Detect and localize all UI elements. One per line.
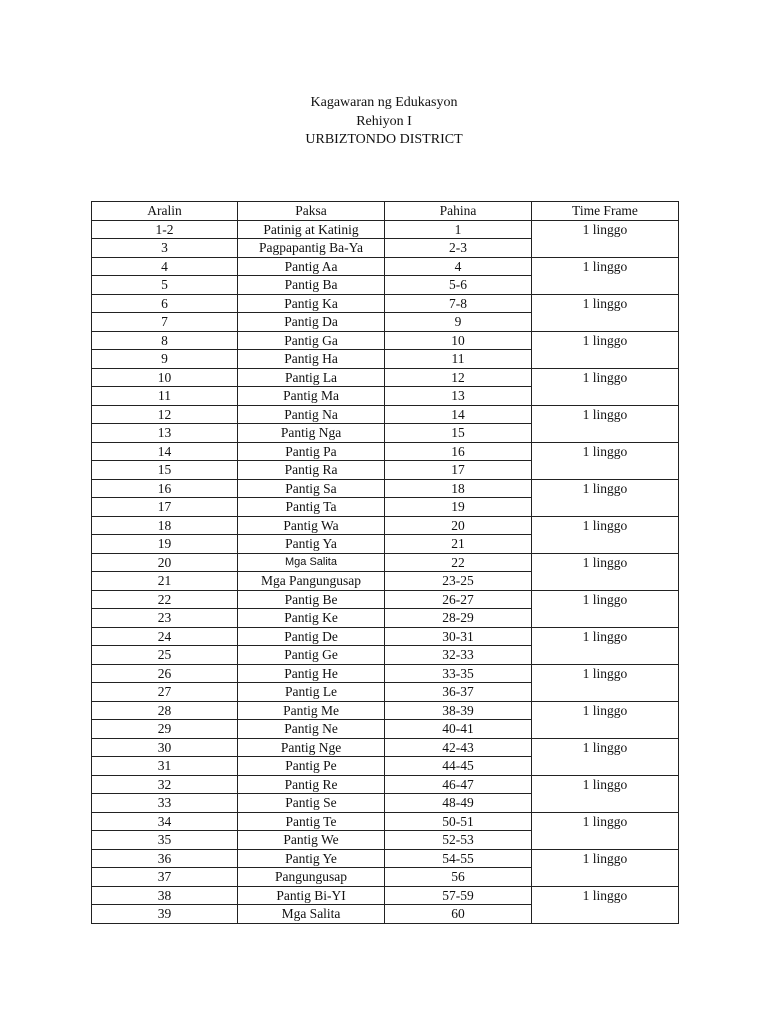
cell-time-frame: 1 linggo [532, 331, 679, 368]
cell-paksa: Pantig Ba [238, 276, 385, 295]
cell-paksa: Pantig Ge [238, 646, 385, 665]
cell-aralin: 19 [92, 535, 238, 554]
cell-aralin: 7 [92, 313, 238, 332]
table-row [92, 479, 679, 498]
cell-aralin: 23 [92, 609, 238, 628]
cell-pahina: 5-6 [385, 276, 532, 295]
cell-pahina: 2-3 [385, 239, 532, 258]
cell-pahina: 4 [385, 257, 532, 276]
cell-paksa: Pantig Pe [238, 757, 385, 776]
cell-paksa: Mga Pangungusap [238, 572, 385, 591]
cell-time-frame: 1 linggo [532, 590, 679, 627]
cell-paksa: Pantig Da [238, 313, 385, 332]
cell-paksa: Pantig Me [238, 701, 385, 720]
cell-paksa: Pagpapantig Ba-Ya [238, 239, 385, 258]
table-row [92, 220, 679, 239]
cell-paksa: Pantig Ha [238, 350, 385, 369]
cell-pahina: 13 [385, 387, 532, 406]
cell-time-frame: 1 linggo [532, 257, 679, 294]
cell-time-frame: 1 linggo [532, 775, 679, 812]
table-row [92, 664, 679, 683]
cell-time-frame: 1 linggo [532, 849, 679, 886]
cell-aralin: 22 [92, 590, 238, 609]
cell-aralin: 36 [92, 849, 238, 868]
cell-paksa: Pantig Nge [238, 738, 385, 757]
cell-time-frame: 1 linggo [532, 886, 679, 923]
cell-pahina: 48-49 [385, 794, 532, 813]
cell-paksa: Pantig Nga [238, 424, 385, 443]
cell-aralin: 38 [92, 886, 238, 905]
cell-pahina: 30-31 [385, 627, 532, 646]
cell-paksa: Patinig at Katinig [238, 220, 385, 239]
cell-pahina: 33-35 [385, 664, 532, 683]
table-row [92, 738, 679, 757]
header-region: Rehiyon I [356, 113, 412, 129]
cell-aralin: 3 [92, 239, 238, 258]
cell-time-frame: 1 linggo [532, 220, 679, 257]
column-header-pahina: Pahina [385, 202, 532, 221]
cell-time-frame: 1 linggo [532, 701, 679, 738]
cell-pahina: 17 [385, 461, 532, 480]
cell-pahina: 36-37 [385, 683, 532, 702]
cell-time-frame: 1 linggo [532, 294, 679, 331]
cell-pahina: 12 [385, 368, 532, 387]
cell-aralin: 27 [92, 683, 238, 702]
cell-pahina: 60 [385, 905, 532, 924]
cell-paksa: Pantig Ne [238, 720, 385, 739]
cell-aralin: 11 [92, 387, 238, 406]
cell-pahina: 7-8 [385, 294, 532, 313]
table-row [92, 627, 679, 646]
cell-pahina: 50-51 [385, 812, 532, 831]
table-row [92, 368, 679, 387]
cell-aralin: 17 [92, 498, 238, 517]
cell-aralin: 26 [92, 664, 238, 683]
cell-pahina: 42-43 [385, 738, 532, 757]
cell-pahina: 46-47 [385, 775, 532, 794]
cell-pahina: 20 [385, 516, 532, 535]
cell-paksa: Pantig Pa [238, 442, 385, 461]
cell-pahina: 56 [385, 868, 532, 887]
cell-aralin: 5 [92, 276, 238, 295]
cell-pahina: 52-53 [385, 831, 532, 850]
cell-pahina: 22 [385, 553, 532, 572]
cell-pahina: 11 [385, 350, 532, 369]
table-row [92, 849, 679, 868]
column-header-aralin: Aralin [92, 202, 238, 221]
cell-paksa: Pantig Ka [238, 294, 385, 313]
cell-paksa: Pantig Ga [238, 331, 385, 350]
cell-aralin: 1-2 [92, 220, 238, 239]
cell-paksa: Pantig Se [238, 794, 385, 813]
table-row [92, 516, 679, 535]
document-header [0, 94, 768, 150]
cell-paksa: Pantig Wa [238, 516, 385, 535]
cell-pahina: 16 [385, 442, 532, 461]
cell-paksa: Pantig Te [238, 812, 385, 831]
cell-pahina: 23-25 [385, 572, 532, 591]
cell-paksa: Pantig Ra [238, 461, 385, 480]
cell-time-frame: 1 linggo [532, 553, 679, 590]
cell-time-frame: 1 linggo [532, 516, 679, 553]
table-row [92, 257, 679, 276]
column-header-time-frame: Time Frame [532, 202, 679, 221]
cell-paksa: Pantig We [238, 831, 385, 850]
cell-pahina: 44-45 [385, 757, 532, 776]
cell-time-frame: 1 linggo [532, 738, 679, 775]
cell-aralin: 9 [92, 350, 238, 369]
cell-paksa: Pantig De [238, 627, 385, 646]
table-row [92, 775, 679, 794]
cell-paksa: Pantig Sa [238, 479, 385, 498]
cell-pahina: 32-33 [385, 646, 532, 665]
cell-pahina: 28-29 [385, 609, 532, 628]
table-row [92, 812, 679, 831]
cell-pahina: 26-27 [385, 590, 532, 609]
table-row [92, 701, 679, 720]
cell-aralin: 20 [92, 553, 238, 572]
cell-paksa: Pantig La [238, 368, 385, 387]
column-header-paksa: Paksa [238, 202, 385, 221]
cell-paksa: Pantig Ma [238, 387, 385, 406]
lesson-schedule-table [91, 201, 679, 924]
cell-pahina: 9 [385, 313, 532, 332]
cell-aralin: 30 [92, 738, 238, 757]
table-row [92, 442, 679, 461]
cell-aralin: 18 [92, 516, 238, 535]
cell-pahina: 15 [385, 424, 532, 443]
cell-aralin: 10 [92, 368, 238, 387]
cell-pahina: 14 [385, 405, 532, 424]
cell-aralin: 8 [92, 331, 238, 350]
cell-aralin: 24 [92, 627, 238, 646]
table-header-row [92, 202, 679, 221]
cell-aralin: 29 [92, 720, 238, 739]
header-district: URBIZTONDO DISTRICT [305, 132, 463, 147]
cell-time-frame: 1 linggo [532, 812, 679, 849]
cell-paksa: Pantig Aa [238, 257, 385, 276]
cell-aralin: 21 [92, 572, 238, 591]
cell-paksa: Pantig Ye [238, 849, 385, 868]
cell-pahina: 57-59 [385, 886, 532, 905]
cell-time-frame: 1 linggo [532, 368, 679, 405]
table-body [92, 220, 679, 923]
cell-paksa: Pantig Ya [238, 535, 385, 554]
cell-pahina: 18 [385, 479, 532, 498]
cell-paksa: Pantig Na [238, 405, 385, 424]
cell-aralin: 12 [92, 405, 238, 424]
table-row [92, 294, 679, 313]
cell-paksa: Pantig He [238, 664, 385, 683]
cell-paksa: Mga Salita [238, 905, 385, 924]
cell-time-frame: 1 linggo [532, 479, 679, 516]
cell-aralin: 31 [92, 757, 238, 776]
cell-pahina: 38-39 [385, 701, 532, 720]
cell-pahina: 54-55 [385, 849, 532, 868]
cell-aralin: 35 [92, 831, 238, 850]
cell-paksa: Pantig Bi-YI [238, 886, 385, 905]
table-row [92, 590, 679, 609]
cell-aralin: 6 [92, 294, 238, 313]
cell-aralin: 15 [92, 461, 238, 480]
cell-paksa: Pantig Ke [238, 609, 385, 628]
cell-time-frame: 1 linggo [532, 405, 679, 442]
cell-paksa: Pangungusap [238, 868, 385, 887]
cell-paksa: Pantig Le [238, 683, 385, 702]
cell-paksa: Mga Salita [238, 553, 385, 572]
cell-pahina: 40-41 [385, 720, 532, 739]
cell-aralin: 14 [92, 442, 238, 461]
table-row [92, 405, 679, 424]
cell-aralin: 37 [92, 868, 238, 887]
table-row [92, 886, 679, 905]
cell-aralin: 34 [92, 812, 238, 831]
table-row [92, 331, 679, 350]
cell-aralin: 4 [92, 257, 238, 276]
cell-paksa: Pantig Ta [238, 498, 385, 517]
cell-time-frame: 1 linggo [532, 442, 679, 479]
cell-pahina: 19 [385, 498, 532, 517]
cell-paksa: Pantig Be [238, 590, 385, 609]
cell-aralin: 39 [92, 905, 238, 924]
cell-aralin: 16 [92, 479, 238, 498]
cell-pahina: 21 [385, 535, 532, 554]
cell-pahina: 1 [385, 220, 532, 239]
cell-paksa: Pantig Re [238, 775, 385, 794]
cell-aralin: 25 [92, 646, 238, 665]
cell-aralin: 33 [92, 794, 238, 813]
cell-pahina: 10 [385, 331, 532, 350]
cell-time-frame: 1 linggo [532, 664, 679, 701]
cell-time-frame: 1 linggo [532, 627, 679, 664]
cell-aralin: 13 [92, 424, 238, 443]
cell-aralin: 28 [92, 701, 238, 720]
cell-aralin: 32 [92, 775, 238, 794]
header-department: Kagawaran ng Edukasyon [310, 95, 458, 110]
table-row [92, 553, 679, 572]
